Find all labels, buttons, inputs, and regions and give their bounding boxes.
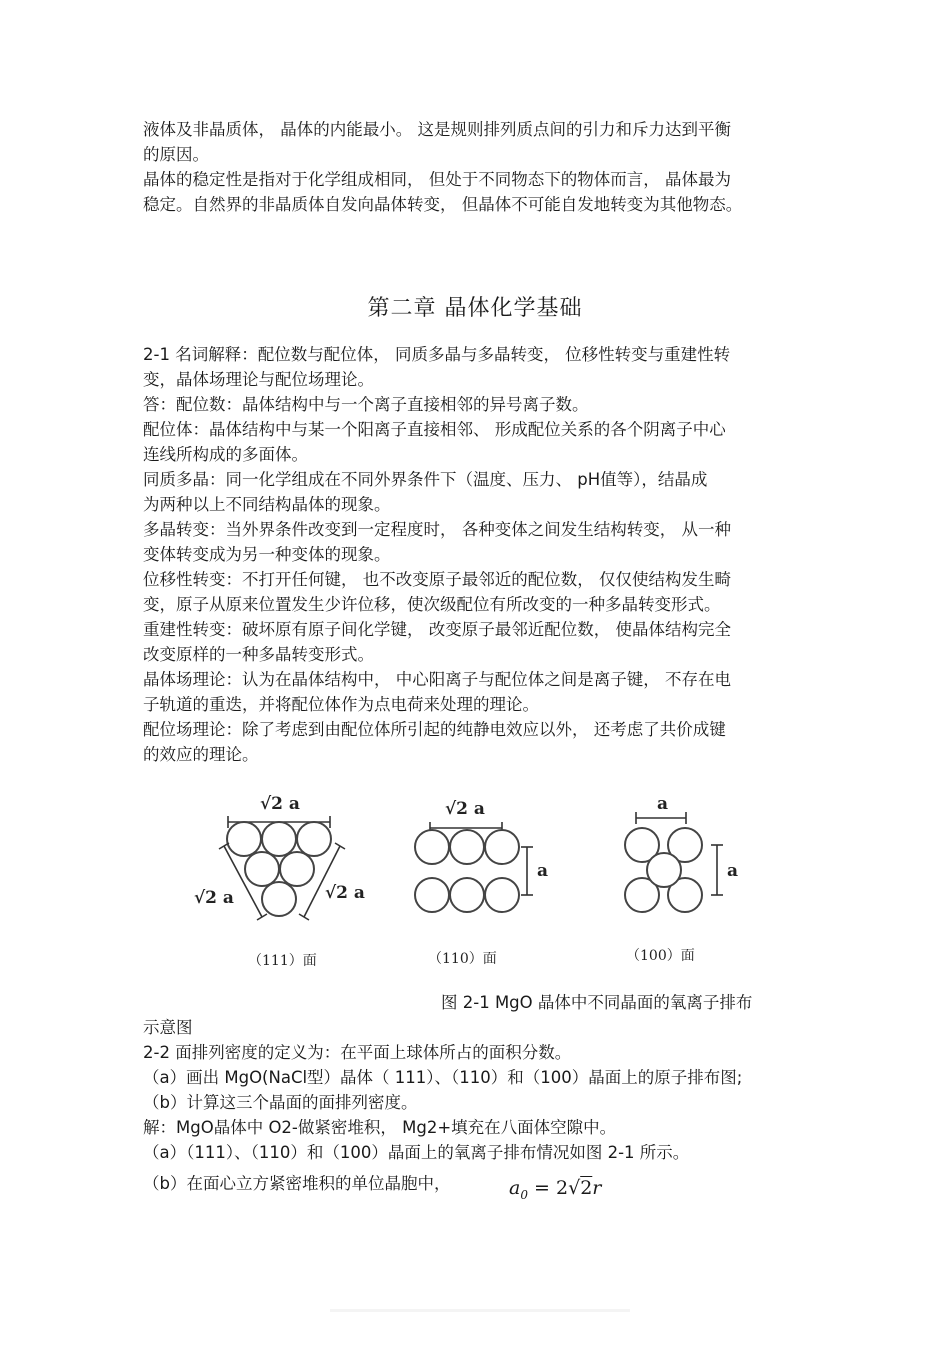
oxygen-ion (415, 830, 449, 864)
oxygen-ion (262, 822, 296, 856)
oxygen-ion (485, 830, 519, 864)
text-line: 答：配位数：晶体结构中与一个离子直接相邻的异号离子数。 (143, 395, 589, 414)
text-line: （b）在面心立方紧密堆积的单位晶胞中， (143, 1174, 451, 1193)
text-line: 晶体场理论：认为在晶体结构中， 中心阳离子与配位体之间是离子键， 不存在电 (143, 670, 731, 689)
sqrt-symbol: √ (568, 1177, 581, 1199)
formula-coefficient: = 2 (534, 1177, 569, 1199)
formula-variable: r (592, 1177, 602, 1199)
figure-2-1 (190, 785, 780, 975)
text-line: 液体及非晶质体， 晶体的内能最小。 这是规则排列质点间的引力和斥力达到平衡 (143, 120, 731, 139)
panel-caption: （111）面 (248, 953, 317, 969)
panel-110 (415, 799, 548, 967)
top-label: √2 a (445, 799, 485, 819)
side-label: a (537, 861, 549, 881)
oxygen-ion (280, 852, 314, 886)
intro-paragraph (143, 117, 813, 217)
faint-page-artifact (330, 1306, 630, 1316)
text-line: （a）画出 MgO(NaCl型）晶体（ 111）、（110）和（100）晶面上的原子排布图; (143, 1068, 743, 1087)
oxygen-ion (262, 882, 296, 916)
oxygen-ion (415, 878, 449, 912)
top-label: a (657, 794, 669, 814)
text-line: 改变原样的一种多晶转变形式。 (143, 645, 374, 664)
text-line: 连线所构成的多面体。 (143, 445, 308, 464)
panel-caption: （100）面 (626, 948, 695, 964)
text-line: 2-1 名词解释：配位数与配位体， 同质多晶与多晶转变， 位移性转变与重建性转 (143, 345, 731, 364)
text-line: 同质多晶：同一化学组成在不同外界条件下（温度、压力、 pH值等），结晶成 (143, 470, 708, 489)
text-line: （a）（111）、（110）和（100）晶面上的氧离子排布情况如图 2-1 所示。 (143, 1143, 690, 1162)
text-line: 的效应的理论。 (143, 745, 259, 764)
text-line: 变，原子从原来位置发生少许位移，使次级配位有所改变的一种多晶转变形式。 (143, 595, 721, 614)
oxygen-ion (245, 852, 279, 886)
text-line: 2-2 面排列密度的定义为：在平面上球体所占的面积分数。 (143, 1043, 572, 1062)
oxygen-ion (297, 822, 331, 856)
section-2-2 (143, 1040, 813, 1196)
text-line: 重建性转变：破坏原有原子间化学键， 改变原子最邻近配位数， 使晶体结构完全 (143, 620, 731, 639)
figure-caption-continued: 示意图 (143, 1018, 193, 1037)
text-line: 配位体：晶体结构中与某一个阳离子直接相邻、 形成配位关系的各个阴离子中心 (143, 420, 726, 439)
text-line: 变体转变成为另一种变体的现象。 (143, 545, 391, 564)
side-label: a (727, 861, 739, 881)
text-line: 配位场理论：除了考虑到由配位体所引起的纯静电效应以外， 还考虑了共价成键 (143, 720, 726, 739)
text-line: （b）计算这三个晶面的面排列密度。 (143, 1093, 418, 1112)
text-line: 多晶转变：当外界条件改变到一定程度时， 各种变体之间发生结构转变， 从一种 (143, 520, 731, 539)
text-line: 位移性转变：不打开任何键， 也不改变原子最邻近的配位数， 仅仅使结构发生畸 (143, 570, 731, 589)
panel-100 (625, 794, 738, 964)
top-label: √2 a (260, 794, 300, 814)
oxygen-ion (485, 878, 519, 912)
text-line: 稳定。自然界的非晶质体自发向晶体转变， 但晶体不可能自发地转变为其他物态。 (143, 195, 743, 214)
oxygen-ion (450, 830, 484, 864)
section-2-1 (143, 342, 813, 767)
oxygen-ion (450, 878, 484, 912)
oxygen-ion (227, 822, 261, 856)
chapter-title: 第二章 晶体化学基础 (367, 296, 583, 321)
text-line: 晶体的稳定性是指对于化学组成相同， 但处于不同物态下的物体而言， 晶体最为 (143, 170, 731, 189)
left-label: √2 a (194, 888, 234, 908)
panel-111 (194, 794, 365, 969)
formula-subscript: 0 (520, 1187, 528, 1202)
text-line: 为两种以上不同结构晶体的现象。 (143, 495, 391, 514)
oxygen-ion (647, 853, 681, 887)
crystal-plane-diagram (190, 785, 780, 975)
formula-lhs: a (509, 1177, 521, 1199)
text-line: 解：MgO晶体中 O2-做紧密堆积， Mg2+填充在八面体空隙中。 (143, 1118, 617, 1137)
panel-caption: （110）面 (428, 951, 497, 967)
text-line: 变，晶体场理论与配位场理论。 (143, 370, 374, 389)
right-label: √2 a (325, 883, 365, 903)
figure-caption: 图 2-1 MgO 晶体中不同晶面的氧离子排布 (441, 993, 753, 1012)
text-line: 子轨道的重迭，并将配位体作为点电荷来处理的理论。 (143, 695, 539, 714)
lattice-formula (509, 1176, 601, 1208)
formula-radicand: 2 (580, 1177, 593, 1199)
text-line: 的原因。 (143, 145, 209, 164)
